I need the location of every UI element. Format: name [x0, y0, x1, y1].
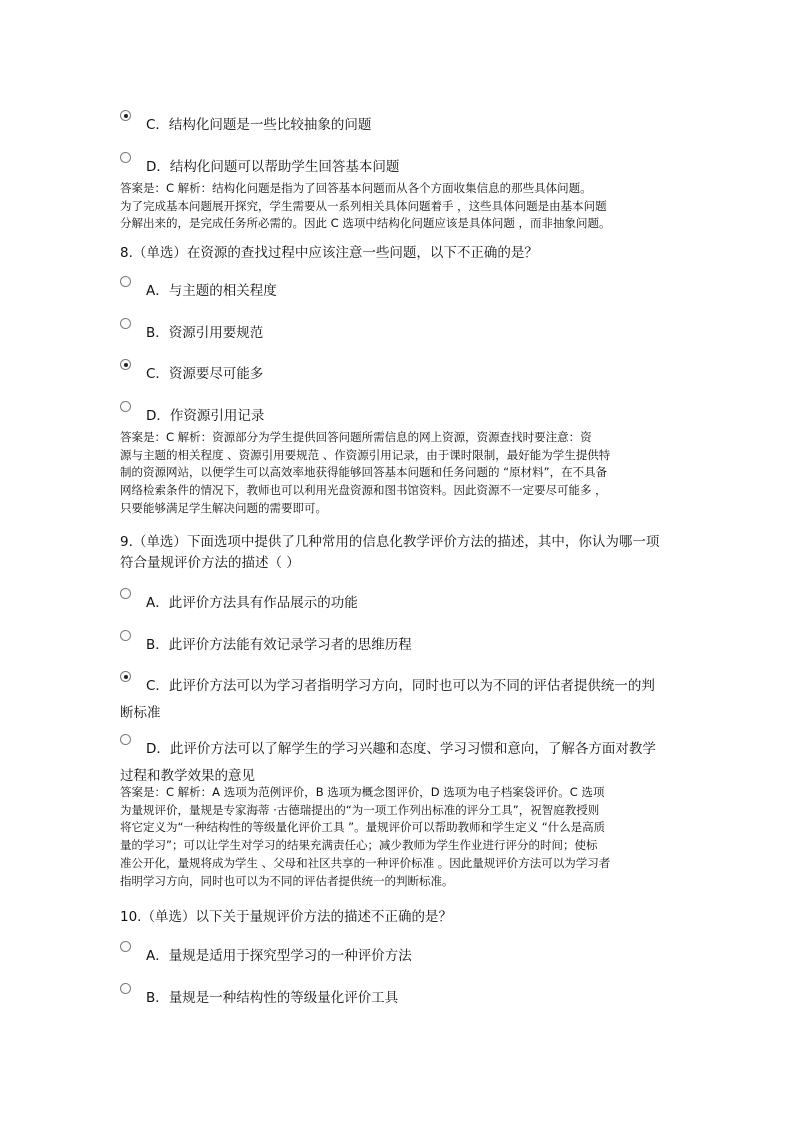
radio-icon[interactable] — [120, 588, 131, 599]
option-label: B．资源引用要规范 — [146, 325, 264, 341]
radio-selected-icon[interactable] — [120, 359, 131, 370]
q8-option-d[interactable] — [120, 401, 264, 425]
option-label: D．作资源引用记录 — [146, 408, 265, 424]
radio-icon[interactable] — [120, 941, 131, 952]
q10-option-b[interactable] — [120, 983, 398, 1007]
option-label: D．此评价方法可以了解学生的学习兴趣和态度、学习习惯和意向，了解各方面对教学 — [146, 741, 656, 757]
q7-analysis — [120, 180, 685, 233]
option-label-continuation: 过程和教学效果的意见 — [120, 768, 255, 784]
analysis-line: 答案是：C 解析：资源部分为学生提供回答问题所需信息的网上资源，资源查找时要注意：资 — [120, 430, 592, 444]
option-label: C．资源要尽可能多 — [146, 366, 264, 382]
analysis-line: 分解出来的，是完成任务所必需的。因此 C 选项中结构化问题应该是具体问题 ，而非抽象问题。 — [120, 216, 611, 231]
radio-icon[interactable] — [120, 318, 131, 329]
q8-title: 8.（单选）在资源的查找过程中应该注意一些问题，以下不正确的是？ — [120, 245, 538, 261]
q8-option-a[interactable] — [120, 276, 277, 300]
radio-icon[interactable] — [120, 630, 131, 641]
q8-analysis — [120, 429, 685, 518]
q7-option-d[interactable] — [120, 152, 399, 176]
analysis-line: 准公开化，量规将成为学生 、父母和社区共享的一种评价标准 。因此量规评价方法可以为学习者 — [120, 855, 611, 870]
option-label-continuation: 断标准 — [120, 705, 161, 721]
radio-icon[interactable] — [120, 152, 131, 163]
q9-option-c[interactable] — [120, 671, 690, 721]
analysis-line: 指明学习方向，同时也可以为不同的评估者提供统一的判断标准。 — [120, 873, 454, 888]
q8-option-b[interactable] — [120, 318, 263, 342]
option-label: C．此评价方法可以为学习者指明学习方向，同时也可以为不同的评估者提供统一的判 — [146, 678, 655, 694]
analysis-line: 源与主题的相关程度 、资源引用要规范 、作资源引用记录，由于课时限制，最好能为学生提供特 — [120, 447, 611, 462]
analysis-line: 为量规评价，量规是专家海蒂 ·古德瑞提出的“为一项工作列出标准的评分工具”，祝智庭教授则 — [120, 802, 600, 817]
q9-option-a[interactable] — [120, 588, 358, 612]
analysis-line: 答案是：C 解析：结构化问题是指为了回答基本问题而从各个方面收集信息的那些具体问题。 — [120, 181, 592, 195]
q10-option-a[interactable] — [120, 941, 412, 965]
option-label: A．此评价方法具有作品展示的功能 — [146, 595, 358, 611]
analysis-line: 量的学习”；可以让学生对学习的结果充满责任心；减少教师为学生作业进行评分的时间；使标 — [120, 838, 598, 853]
q9-analysis — [120, 784, 685, 890]
radio-icon[interactable] — [120, 401, 131, 412]
option-label: C．结构化问题是一些比较抽象的问题 — [146, 117, 372, 133]
q9-title-line: 符合量规评价方法的描述（ ） — [120, 555, 300, 571]
analysis-line: 只要能够满足学生解决问题的需要即可。 — [120, 500, 327, 515]
analysis-line: 网络检索条件的情况下，教师也可以利用光盘资源和图书馆资料。因此资源不一定要尽可能多 ， — [120, 483, 607, 498]
q9-option-b[interactable] — [120, 630, 412, 654]
option-label: D．结构化问题可以帮助学生回答基本问题 — [146, 159, 400, 175]
radio-icon[interactable] — [120, 276, 131, 287]
q9-title-line: 9.（单选）下面选项中提供了几种常用的信息化教学评价方法的描述，其中，你认为哪一项 — [120, 534, 660, 550]
analysis-line: 答案是：C 解析：A 选项为范例评价，B 选项为概念图评价，D 选项为电子档案袋评价。C 选项 — [120, 785, 605, 799]
analysis-line: 为了完成基本问题展开探究，学生需要从一系列相关具体问题着手 ，这些具体问题是由基本问题 — [120, 198, 607, 213]
option-label: B．此评价方法能有效记录学习者的思维历程 — [146, 637, 412, 653]
radio-selected-icon[interactable] — [120, 671, 131, 682]
analysis-line: 制的资源网站，以便学生可以高效率地获得能够回答基本问题和任务问题的 “原材料”，在不具备 — [120, 465, 608, 480]
q8-option-c[interactable] — [120, 359, 263, 383]
analysis-line: 将它定义为“一种结构性的等级量化评价工具 ”。量规评价可以帮助教师和学生定义 “什么是高质 — [120, 820, 606, 835]
q9-title — [120, 532, 659, 574]
radio-icon[interactable] — [120, 983, 131, 994]
option-label: A．与主题的相关程度 — [146, 283, 277, 299]
q7-option-c[interactable] — [120, 110, 371, 134]
option-label: A．量规是适用于探究型学习的一种评价方法 — [146, 948, 412, 964]
radio-selected-icon[interactable] — [120, 110, 131, 121]
radio-icon[interactable] — [120, 734, 131, 745]
q9-option-d[interactable] — [120, 734, 690, 784]
q10-title: 10.（单选）以下关于量规评价方法的描述不正确的是？ — [120, 909, 452, 925]
option-label: B．量规是一种结构性的等级量化评价工具 — [146, 990, 399, 1006]
